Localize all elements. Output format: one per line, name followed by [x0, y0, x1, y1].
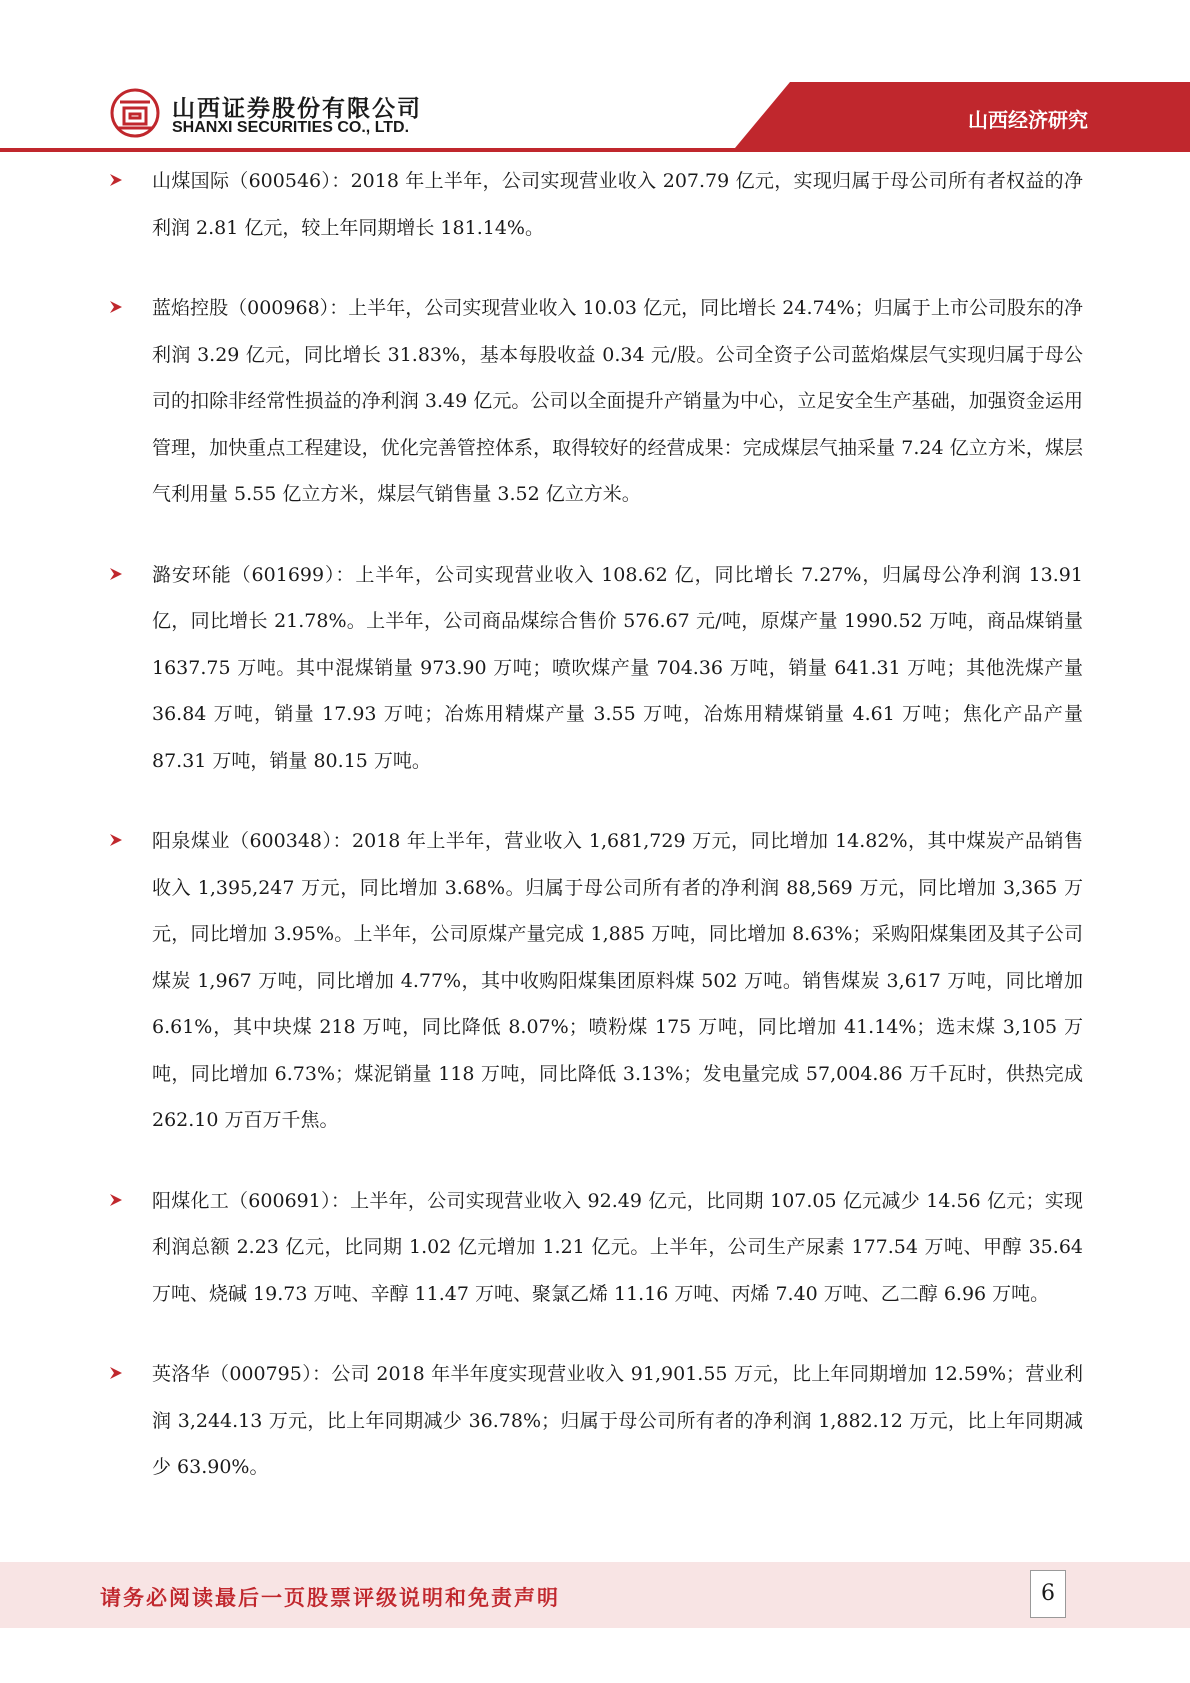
arrow-bullet-icon	[108, 566, 124, 582]
item-text: 英洛华（000795）：公司 2018 年半年度实现营业收入 91,901.55 万元，比上年同期增加 12.59%；营业利润 3,244.13 万元，比上年同期减少 36.78%；归属于母公司所有者的净利润 1,882.12 万元，比上年同期减少 63.90%。	[152, 1363, 1083, 1478]
report-series-label: 山西经济研究	[968, 108, 1088, 132]
list-item	[108, 285, 1083, 518]
list-item	[108, 1351, 1083, 1491]
arrow-bullet-icon	[108, 299, 124, 315]
item-text: 阳煤化工（600691）：上半年，公司实现营业收入 92.49 亿元，比同期 107.05 亿元减少 14.56 亿元；实现利润总额 2.23 亿元，比同期 1.02 亿元增加 1.21 亿元。上半年，公司生产尿素 177.54 万吨、甲醇 35.64 万吨、烧碱 19.73 万吨、辛醇 11.47 万吨、聚氯乙烯 11.16 万吨、丙烯 7.40 万吨、乙二醇 6.96 万吨。	[152, 1189, 1083, 1305]
item-text: 潞安环能（601699）：上半年，公司实现营业收入 108.62 亿，同比增长 7.27%，归属母公净利润 13.91 亿，同比增长 21.78%。上半年，公司商品煤综合售价 576.67 元/吨，原煤产量 1990.52 万吨，商品煤销量 1637.75 万吨。其中混煤销量 973.90 万吨；喷吹煤产量 704.36 万吨，销量 641.31 万吨；其他洗煤产量 36.84 万吨，销量 17.93 万吨；冶炼用精煤产量 3.55 万吨，冶炼用精煤销量 4.61 万吨；焦化产品产量 87.31 万吨，销量 80.15 万吨。	[152, 563, 1083, 772]
arrow-bullet-icon	[108, 172, 124, 188]
company-name-en: SHANXI SECURITIES CO., LTD.	[172, 119, 410, 136]
main-content	[108, 158, 1083, 1491]
page-footer	[0, 1562, 1190, 1628]
list-item	[108, 818, 1083, 1144]
list-item	[108, 158, 1083, 251]
company-logo-icon	[110, 88, 160, 138]
company-name-cn: 山西证券股份有限公司	[172, 96, 422, 122]
arrow-bullet-icon	[108, 1365, 124, 1381]
disclaimer-text: 请务必阅读最后一页股票评级说明和免责声明	[100, 1585, 560, 1610]
page-header	[0, 0, 1190, 160]
list-item	[108, 1178, 1083, 1318]
arrow-bullet-icon	[108, 832, 124, 848]
page-number: 6	[1030, 1570, 1066, 1618]
arrow-bullet-icon	[108, 1192, 124, 1208]
item-text: 蓝焰控股（000968）：上半年，公司实现营业收入 10.03 亿元，同比增长 24.74%；归属于上市公司股东的净利润 3.29 亿元，同比增长 31.83%，基本每股收益 0.34 元/股。公司全资子公司蓝焰煤层气实现归属于母公司的扣除非经常性损益的净利润 3.49 亿元。公司以全面提升产销量为中心，立足安全生产基础，加强资金运用管理，加快重点工程建设，优化完善管控体系，取得较好的经营成果：完成煤层气抽采量 7.24 亿立方米，煤层气利用量 5.55 亿立方米，煤层气销售量 3.52 亿立方米。	[152, 297, 1083, 505]
item-text: 阳泉煤业（600348）：2018 年上半年，营业收入 1,681,729 万元，同比增加 14.82%，其中煤炭产品销售收入 1,395,247 万元，同比增加 3.68%。归属于母公司所有者的净利润 88,569 万元，同比增加 3,365 万元，同比增加 3.95%。上半年，公司原煤产量完成 1,885 万吨，同比增加 8.63%；采购阳煤集团及其子公司煤炭 1,967 万吨，同比增加 4.77%，其中收购阳煤集团原料煤 502 万吨。销售煤炭 3,617 万吨，同比增加 6.61%，其中块煤 218 万吨，同比降低 8.07%；喷粉煤 175 万吨，同比增加 41.14%；选末煤 3,105 万吨，同比增加 6.73%；煤泥销量 118 万吨，同比降低 3.13%；发电量完成 57,004.86 万千瓦时，供热完成 262.10 万百万千焦。	[152, 830, 1083, 1131]
item-text: 山煤国际（600546）：2018 年上半年，公司实现营业收入 207.79 亿元，实现归属于母公司所有者权益的净利润 2.81 亿元，较上年同期增长 181.14%。	[152, 170, 1083, 239]
list-item	[108, 552, 1083, 785]
